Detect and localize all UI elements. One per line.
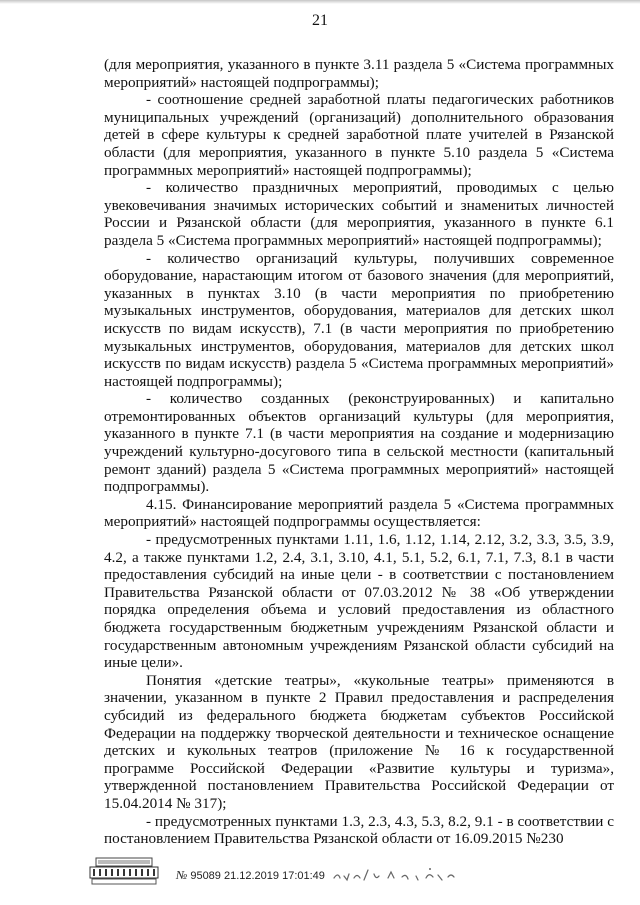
paragraph: - количество праздничных мероприятий, проводимых с целью увековечивания значимых исторических событий и знаменитых личностей России и Рязанской области (для мероприятия, указанного в пункте 6.1 раздела 5 «Система программных мероприятий» настоящей подпрограммы); [104, 179, 614, 249]
document-registration-id [176, 868, 325, 883]
registration-stamp-icon [88, 856, 160, 886]
paragraph: - предусмотренных пунктами 1.11, 1.6, 1.12, 1.14, 2.12, 3.2, 3.3, 3.5, 3.9, 4.2, а также пунктами 1.2, 2.4, 3.1, 3.10, 4.1, 5.1, 5.2, 6.1, 7.1, 7.3, 8.1 в части предоставления субсидий на иные цели - в соответствии с постановлением Правительства Рязанской области от 07.03.2012 № 38 «Об утверждении порядка определения объема и условий предоставления из областного бюджета государственным бюджетным учреждениям Рязанской области и государственным автономным учреждениям Рязанской области субсидий на иные цели». [104, 531, 614, 672]
paragraph: 4.15. Финансирование мероприятий раздела 5 «Система программных мероприятий» настоящей подпрограммы осуществляется: [104, 495, 614, 531]
paragraph: Понятия «детские театры», «кукольные театры» применяются в значении, указанном в пункте 2 Правил предоставления и распределения субсидий из федерального бюджета бюджетам субъектов Российской Федерации на поддержку творческой деятельности и техническое оснащение детских и кукольных театров (приложение № 16 к государственной программе Российской Федерации «Развитие культуры и туризма», утвержденной постановлением Правительства Российской Федерации от 15.04.2014 № 317); [104, 671, 614, 812]
number-sign: № [176, 868, 188, 882]
paragraph: - соотношение средней заработной платы педагогических работников муниципальных учреждений (организаций) дополнительного образования детей в сфере культуры к средней заработной плате учителей в Рязанской области (для мероприятия, указанного в пункте 5.10 раздела 5 «Система программных мероприятий» настоящей подпрограммы); [104, 91, 614, 179]
paragraph: (для мероприятия, указанного в пункте 3.11 раздела 5 «Система программных мероприятий» настоящей подпрограммы); [104, 56, 614, 91]
scan-top-edge [0, 0, 640, 4]
page-footer [0, 856, 640, 896]
paragraph: - количество созданных (реконструированных) и капитально отремонтированных объектов организаций культуры (для мероприятия, указанного в пункте 7.1 (в части мероприятия на создание и модернизацию учреждений культурно-досугового типа в сельской местности (капитальный ремонт зданий) раздела 5 «Система программных мероприятий» настоящей подпрограммы). [104, 390, 614, 496]
registration-number-timestamp: 95089 21.12.2019 17:01:49 [190, 870, 325, 882]
handwritten-mark-icon [330, 862, 460, 886]
document-body [104, 56, 614, 848]
paragraph: - предусмотренных пунктами 1.3, 2.3, 4.3, 5.3, 8.2, 9.1 - в соответствии с постановлением Правительства Рязанской области от 16.09.2015 №230 [104, 812, 614, 848]
paragraph: - количество организаций культуры, получивших современное оборудование, нарастающим итогом от базового значения (для мероприятий, указанных в пунктах 3.10 (в части мероприятия по приобретению музыкальных инструментов, оборудования, материалов для детских школ искусств по видам искусств), 7.1 (в части мероприятия по приобретению музыкальных инструментов, оборудования, материалов для детских школ искусств по видам искусств) раздела 5 «Система программных мероприятий» настоящей подпрограммы); [104, 249, 614, 390]
page-number: 21 [312, 12, 328, 29]
